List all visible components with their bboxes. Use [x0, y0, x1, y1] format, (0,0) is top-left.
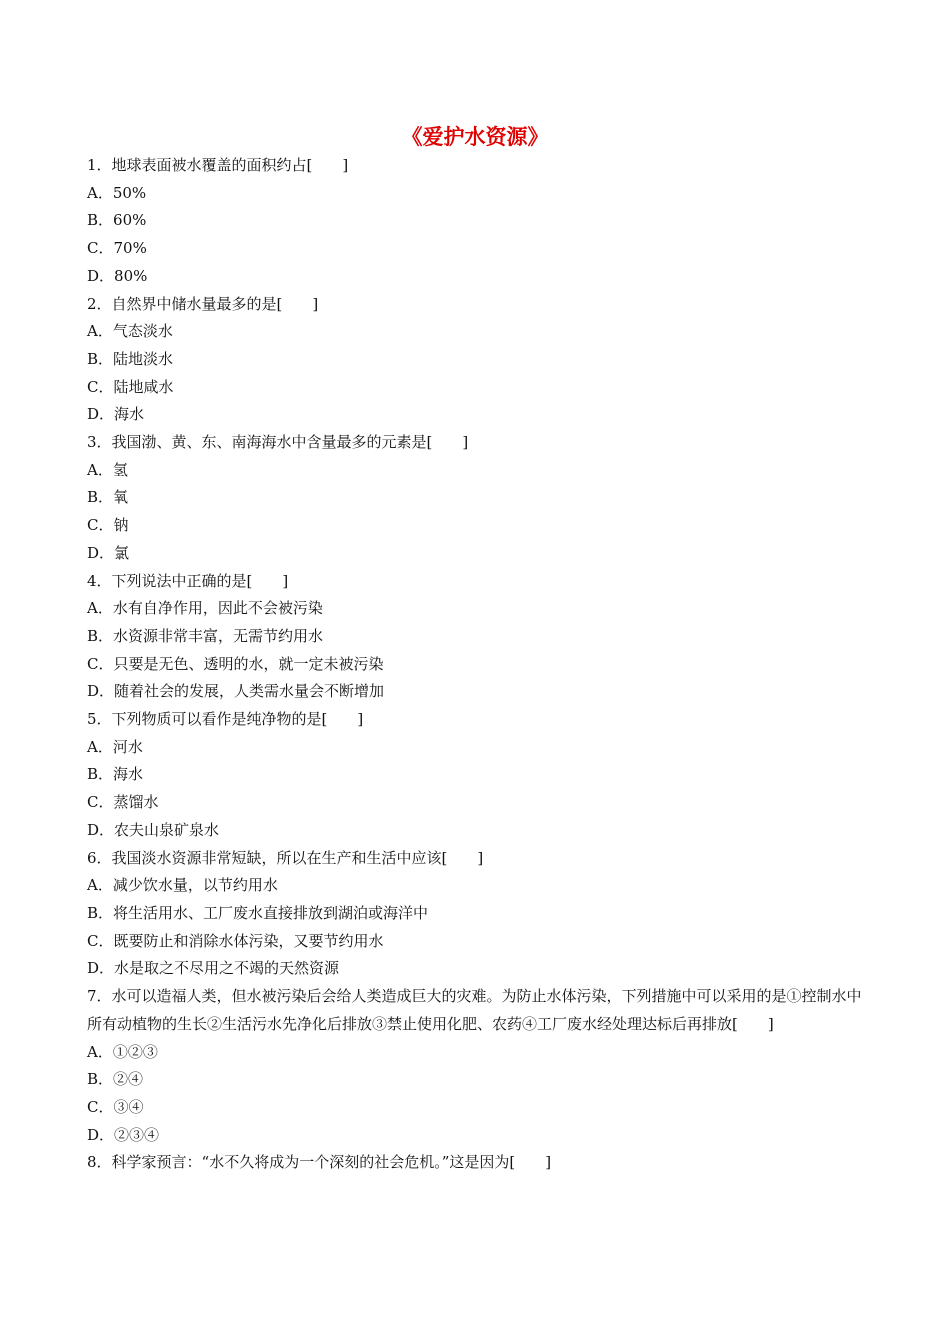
option-b: B．海水 — [87, 765, 144, 784]
document-title: 《爱护水资源》 — [401, 124, 549, 149]
question-stem: 4．下列说法中正确的是[ ] — [87, 571, 289, 590]
option-b: B．水资源非常丰富，无需节约用水 — [87, 626, 324, 645]
option-d: D．随着社会的发展，人类需水量会不断增加 — [87, 682, 385, 701]
option-d: D．②③④ — [87, 1125, 160, 1144]
option-c: C．只要是无色、透明的水，就一定未被污染 — [87, 654, 384, 673]
option-b: B．②④ — [87, 1070, 144, 1089]
option-c: C．蒸馏水 — [87, 793, 159, 812]
question-2 — [87, 291, 867, 430]
question-list — [87, 152, 867, 1177]
question-6 — [87, 845, 867, 984]
option-a: A．气态淡水 — [87, 322, 173, 341]
option-b: B．氧 — [87, 488, 129, 507]
question-8 — [87, 1149, 867, 1177]
option-d: D．80% — [87, 266, 148, 285]
option-b: B．陆地淡水 — [87, 349, 174, 368]
option-c: C．70% — [87, 239, 147, 258]
question-3 — [87, 429, 867, 568]
option-c: C．钠 — [87, 516, 129, 535]
question-stem: 8．科学家预言：“水不久将成为一个深刻的社会危机。”这是因为[ ] — [87, 1153, 552, 1172]
option-a: A．①②③ — [87, 1042, 158, 1061]
question-7 — [87, 983, 867, 1149]
option-c: C．③④ — [87, 1097, 144, 1116]
option-a: A．50% — [87, 183, 147, 202]
option-c: C．既要防止和消除水体污染，又要节约用水 — [87, 931, 384, 950]
question-5 — [87, 706, 867, 845]
option-a: A．氢 — [87, 460, 128, 479]
option-a: A．减少饮水量，以节约用水 — [87, 876, 278, 895]
question-stem: 3．我国渤、黄、东、南海海水中含量最多的元素是[ ] — [87, 433, 469, 452]
option-d: D．农夫山泉矿泉水 — [87, 820, 220, 839]
question-stem: 1．地球表面被水覆盖的面积约占[ ] — [87, 156, 349, 174]
option-d: D．氯 — [87, 543, 130, 562]
question-stem: 7．水可以造福人类，但水被污染后会给人类造成巨大的灾难。为防止水体污染，下列措施中可以采用的是①控制水中所有动植物的生长②生活污水先净化后排放③禁止使用化肥、农药④工厂废水经处理达标后再排放[ ] — [87, 987, 862, 1033]
option-b: B．将生活用水、工厂废水直接排放到湖泊或海洋中 — [87, 903, 429, 922]
question-stem: 6．我国淡水资源非常短缺，所以在生产和生活中应该[ ] — [87, 848, 484, 867]
question-stem: 5．下列物质可以看作是纯净物的是[ ] — [87, 710, 364, 729]
option-d: D．海水 — [87, 405, 145, 424]
option-a: A．河水 — [87, 737, 143, 756]
question-1 — [87, 152, 867, 291]
option-d: D．水是取之不尽用之不竭的天然资源 — [87, 959, 340, 978]
option-a: A．水有自净作用，因此不会被污染 — [87, 599, 323, 618]
option-b: B．60% — [87, 211, 147, 230]
question-4 — [87, 568, 867, 707]
option-c: C．陆地咸水 — [87, 377, 174, 396]
question-stem: 2．自然界中储水量最多的是[ ] — [87, 294, 319, 313]
